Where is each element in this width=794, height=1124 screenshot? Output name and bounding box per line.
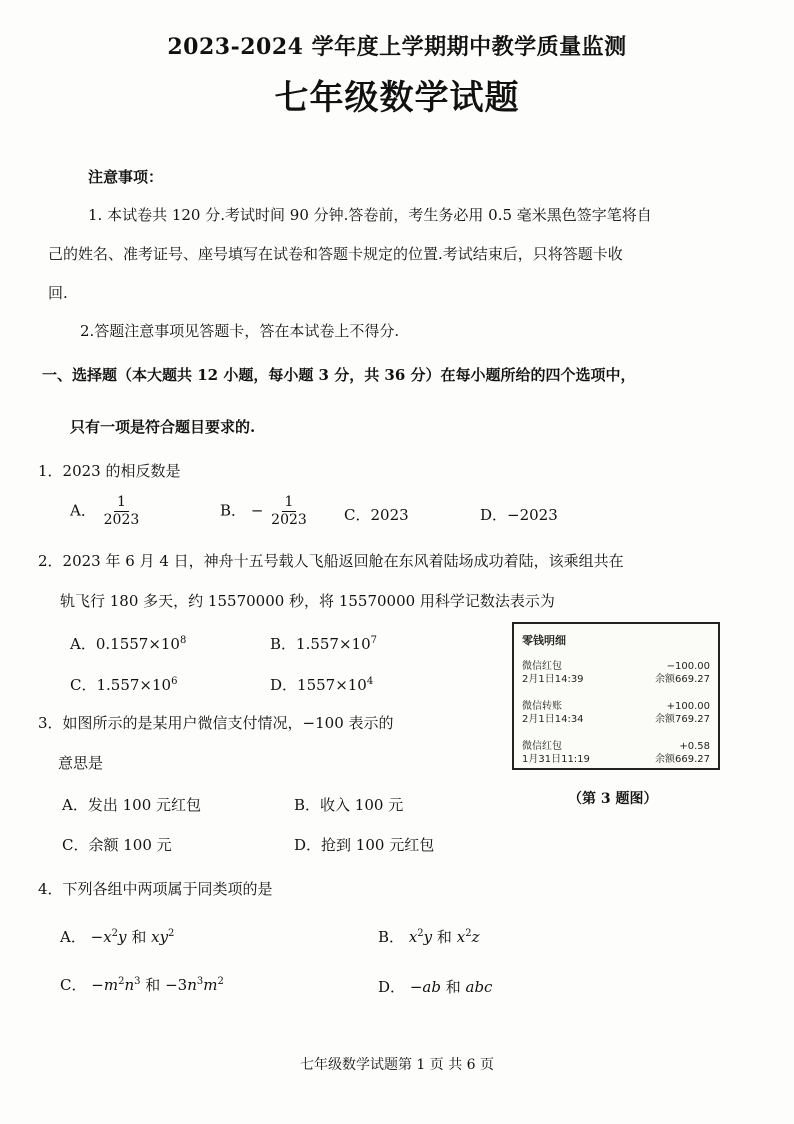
option-d-label: D． bbox=[378, 978, 406, 996]
exam-subject-title: 七年级数学试题 bbox=[274, 78, 520, 118]
and-word: 和 bbox=[445, 978, 461, 996]
receipt-item-name: 微信红包 bbox=[522, 661, 562, 672]
question-3-line1: 3．如图所示的是某用户微信支付情况，−100 表示的 bbox=[38, 714, 394, 732]
section1-instructions-line2: 只有一项是符合题目要求的. bbox=[70, 418, 256, 436]
math-expression: $-m^2n^3$ bbox=[91, 976, 141, 994]
option-a-exponent: 8 bbox=[179, 635, 187, 646]
math-expression: $x^2z$ bbox=[456, 928, 480, 946]
math-expression: −ab bbox=[409, 978, 441, 996]
receipt-row-left bbox=[522, 740, 590, 766]
option-b-text: B．1.557×10 bbox=[270, 635, 371, 653]
math-expression: $xy^2$ bbox=[151, 928, 175, 946]
section1-instructions-line1: 一、选择题（本大题共 12 小题，每小题 3 分，共 36 分）在每小题所给的四个选项中， bbox=[42, 366, 636, 384]
fraction-1-over-2023 bbox=[101, 494, 143, 529]
option-a-label: A． bbox=[70, 501, 96, 520]
math-expression: $-x^2y$ bbox=[90, 928, 127, 946]
option-c-exponent: 6 bbox=[171, 676, 178, 687]
option-c-text: C．1.557×10 bbox=[70, 676, 172, 694]
math-expression: $-3n^3m^2$ bbox=[165, 976, 224, 994]
question-1-option-d: D．−2023 bbox=[480, 506, 558, 524]
fraction-denominator: 2023 bbox=[271, 512, 307, 528]
minus-sign: − bbox=[250, 501, 264, 520]
receipt-item-name: 微信红包 bbox=[522, 741, 562, 752]
option-b-label: B． bbox=[378, 928, 405, 946]
receipt-row-left bbox=[522, 700, 584, 726]
receipt-item-amount: −100.00 bbox=[666, 661, 710, 672]
fraction-numerator: 1 bbox=[114, 494, 129, 512]
notes-item1-line1: 1. 本试卷共 120 分.考试时间 90 分钟.答卷前，考生务必用 0.5 毫米黑色签字笔将自 bbox=[88, 206, 652, 224]
question-1-option-a bbox=[70, 494, 142, 529]
exam-title: 2023-2024 学年度上学期期中教学质量监测 bbox=[167, 34, 627, 60]
receipt-row-right bbox=[655, 660, 710, 686]
question-3-option-c: C．余额 100 元 bbox=[62, 836, 172, 854]
question-2-line2: 轨飞行 180 多天，约 15570000 秒，将 15570000 用科学记数法表示为 bbox=[60, 592, 555, 610]
notes-heading: 注意事项： bbox=[88, 168, 164, 186]
receipt-row bbox=[522, 700, 710, 728]
question-3-line2: 意思是 bbox=[58, 754, 104, 772]
receipt-item-time: 1月31日11:19 bbox=[522, 754, 590, 765]
receipt-row bbox=[522, 660, 710, 688]
receipt-item-time: 2月1日14:39 bbox=[522, 674, 584, 685]
notes-item2: 2.答题注意事项见答题卡，答在本试卷上不得分. bbox=[80, 322, 400, 340]
receipt-row-right bbox=[655, 740, 710, 766]
notes-item1-line2: 己的姓名、准考证号、座号填写在试卷和答题卡规定的位置.考试结束后，只将答题卡收 bbox=[48, 245, 623, 263]
question-2-option-c bbox=[70, 674, 177, 695]
math-expression: $x^2y$ bbox=[408, 928, 433, 946]
question-4-option-d bbox=[378, 976, 492, 997]
option-b-exponent: 7 bbox=[370, 635, 377, 646]
question-3-option-a: A．发出 100 元红包 bbox=[62, 796, 201, 814]
receipt-row bbox=[522, 740, 710, 768]
receipt-row-left bbox=[522, 660, 584, 686]
question-2-option-b bbox=[270, 633, 377, 654]
receipt-item-balance: 余额669.27 bbox=[655, 754, 710, 765]
question-1-option-c: C．2023 bbox=[344, 506, 409, 524]
receipt-item-name: 微信转账 bbox=[522, 701, 562, 712]
receipt-row-right bbox=[655, 700, 710, 726]
fraction-denominator: 2023 bbox=[103, 512, 140, 528]
option-a-text: A．0.1557×10 bbox=[70, 635, 180, 653]
figure-3-caption: （第 3 题图） bbox=[568, 791, 658, 807]
question-4-option-c bbox=[60, 974, 224, 995]
and-word: 和 bbox=[436, 928, 452, 946]
question-3-option-d: D．抢到 100 元红包 bbox=[294, 836, 435, 854]
receipt-item-balance: 余额769.27 bbox=[655, 714, 710, 725]
receipt-title: 零钱明细 bbox=[522, 634, 566, 647]
math-expression: abc bbox=[465, 978, 493, 996]
and-word: 和 bbox=[131, 928, 147, 946]
wechat-wallet-receipt-figure bbox=[512, 622, 720, 770]
option-d-exponent: 4 bbox=[366, 676, 374, 687]
question-4-option-b bbox=[378, 926, 479, 947]
question-1-stem: 1．2023 的相反数是 bbox=[38, 462, 181, 480]
question-4-stem: 4．下列各组中两项属于同类项的是 bbox=[38, 880, 273, 898]
receipt-item-amount: +100.00 bbox=[666, 701, 710, 712]
notes-item1-line3: 回. bbox=[48, 284, 68, 302]
page-footer: 七年级数学试题第 1 页 共 6 页 bbox=[299, 1057, 495, 1073]
question-1-option-b bbox=[220, 494, 310, 529]
question-4-option-a bbox=[60, 926, 174, 947]
option-b-label: B． bbox=[220, 501, 247, 520]
fraction-1-over-2023 bbox=[268, 494, 310, 529]
and-word: 和 bbox=[145, 976, 161, 994]
option-c-label: C． bbox=[60, 976, 87, 994]
question-2-line1: 2．2023 年 6 月 4 日，神舟十五号载人飞船返回舱在东风着陆场成功着陆，该乘组共在 bbox=[38, 552, 624, 570]
question-2-option-d bbox=[270, 674, 373, 695]
receipt-item-balance: 余额669.27 bbox=[655, 674, 710, 685]
receipt-item-amount: +0.58 bbox=[679, 741, 710, 752]
option-a-label: A． bbox=[60, 928, 86, 946]
question-3-option-b: B．收入 100 元 bbox=[294, 796, 404, 814]
fraction-numerator: 1 bbox=[282, 494, 297, 512]
option-d-text: D．1557×10 bbox=[270, 676, 367, 694]
question-2-option-a bbox=[70, 633, 186, 654]
receipt-item-time: 2月1日14:34 bbox=[522, 714, 584, 725]
